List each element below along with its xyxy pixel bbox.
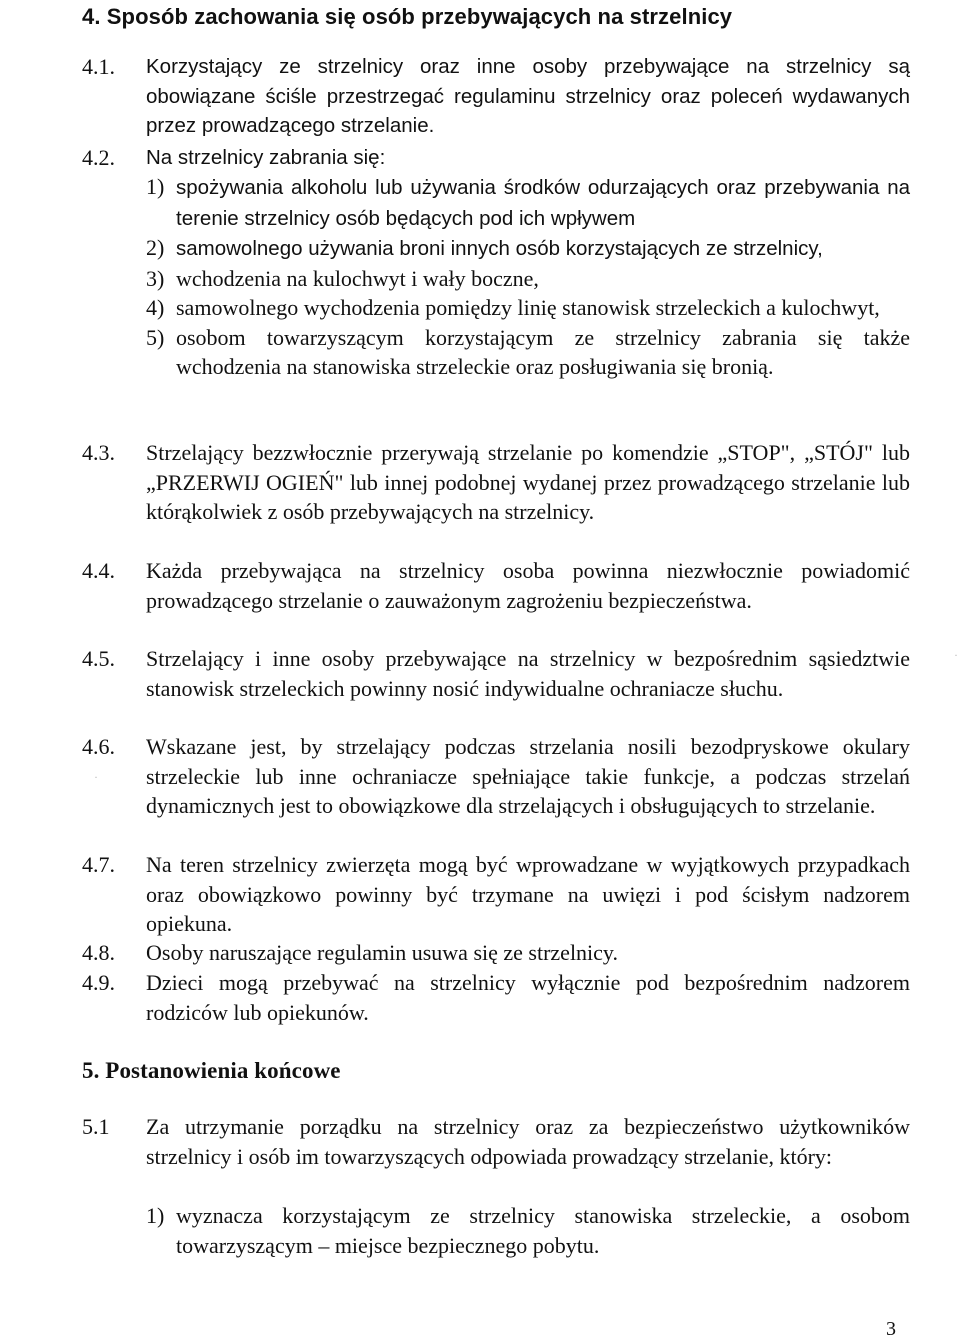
list-item — [146, 323, 910, 382]
sublist — [146, 172, 910, 382]
list-item-number: 1) — [146, 174, 165, 199]
list-item-text: wchodzenia na kulochwyt i wały boczne, — [176, 265, 539, 291]
list-item-text: osobom towarzyszącym korzystającym ze strzelnicy zabrania się także wchodzenia na stanowiska strzeleckie oraz posługiwania się bronią. — [176, 324, 910, 379]
item-number: 4.7. — [82, 852, 115, 877]
list-item-text: wyznacza korzystającym ze strzelnicy stanowiska strzeleckie, a osobom towarzyszącym – miejsce bezpiecznego pobytu. — [176, 1203, 910, 1258]
sublist — [146, 1201, 910, 1260]
item-number: 4.4. — [82, 558, 115, 583]
item-text: Strzelający bezzwłocznie przerywają strzelanie po komendzie „STOP", „STÓJ" lub „PRZERWIJ OGIEŃ" lub innej podobnej wydanej przez prowadzącego strzelanie lub którąkolwiek z osób przebywających na strzelnicy. — [146, 440, 910, 524]
list-item-number: 1) — [146, 1203, 165, 1228]
item-text: Korzystający ze strzelnicy oraz inne osoby przebywające na strzelnicy są obowiązane ściśle przestrzegać regulaminu strzelnicy oraz poleceń wydawanych przez prowadzącego strzelanie. — [146, 55, 910, 137]
item-text: Za utrzymanie porządku na strzelnicy oraz za bezpieczeństwo użytkowników strzelnicy i osób im towarzyszących odpowiada prowadzący strzelanie, który: — [146, 1114, 910, 1169]
item-text: Każda przebywająca na strzelnicy osoba powinna niezwłocznie powiadomić prowadzącego strzelanie o zauważonym zagrożeniu bezpieczeństwa. — [146, 558, 910, 613]
scan-speck: · — [94, 770, 98, 784]
section-4-heading: 4. Sposób zachowania się osób przebywających na strzelnicy — [82, 4, 733, 29]
page-number: 3 — [886, 1318, 896, 1340]
item-text: Strzelający i inne osoby przebywające na strzelnicy w bezpośrednim sąsiedztwie stanowisk strzeleckich powinny nosić indywidualne ochraniacze słuchu. — [146, 646, 910, 701]
item-number: 4.1. — [82, 54, 115, 79]
list-item — [146, 293, 910, 323]
item-number: 4.8. — [82, 940, 115, 965]
item-text: Na teren strzelnicy zwierzęta mogą być wprowadzane w wyjątkowych przypadkach oraz obowiązkowo powinny być trzymane na uwięzi i pod ścisłym nadzorem opiekuna. — [146, 852, 910, 936]
list-item-text: spożywania alkoholu lub używania środków odurzających oraz przebywania na terenie strzelnicy osób będących pod ich wpływem — [176, 176, 910, 230]
item-text: Osoby naruszające regulamin usuwa się ze strzelnicy. — [146, 940, 619, 965]
item-number: 4.3. — [82, 440, 115, 465]
item-text: Na strzelnicy zabrania się: — [146, 146, 386, 169]
list-item — [146, 172, 910, 233]
list-item — [146, 1201, 910, 1260]
list-item-number: 4) — [146, 295, 165, 320]
list-item-number: 5) — [146, 324, 165, 350]
item-number: 4.9. — [82, 970, 115, 995]
item-number: 5.1 — [82, 1114, 110, 1139]
item-text: Dzieci mogą przebywać na strzelnicy wyłącznie pod bezpośrednim nadzorem rodziców lub opiekunów. — [146, 970, 910, 1025]
item-number: 4.2. — [82, 145, 115, 170]
item-number: 4.6. — [82, 734, 115, 759]
list-item-number: 2) — [146, 235, 165, 260]
list-item — [146, 264, 910, 294]
scan-speck: · — [954, 648, 958, 662]
list-item-text: samowolnego wychodzenia pomiędzy linię stanowisk strzeleckich a kulochwyt, — [176, 295, 880, 320]
section-5-heading: 5. Postanowienia końcowe — [82, 1058, 341, 1083]
list-item-text: samowolnego używania broni innych osób korzystających ze strzelnicy, — [176, 237, 823, 260]
item-text: Wskazane jest, by strzelający podczas strzelania nosili bezodpryskowe okulary strzeleckie lub inne ochraniacze spełniające takie funkcje, a podczas strzelań dynamicznych jest to obowiązkowe dla strzelających i obsługujących to strzelanie. — [146, 734, 910, 818]
list-item-number: 3) — [146, 265, 165, 291]
list-item — [146, 233, 910, 264]
item-number: 4.5. — [82, 646, 115, 671]
